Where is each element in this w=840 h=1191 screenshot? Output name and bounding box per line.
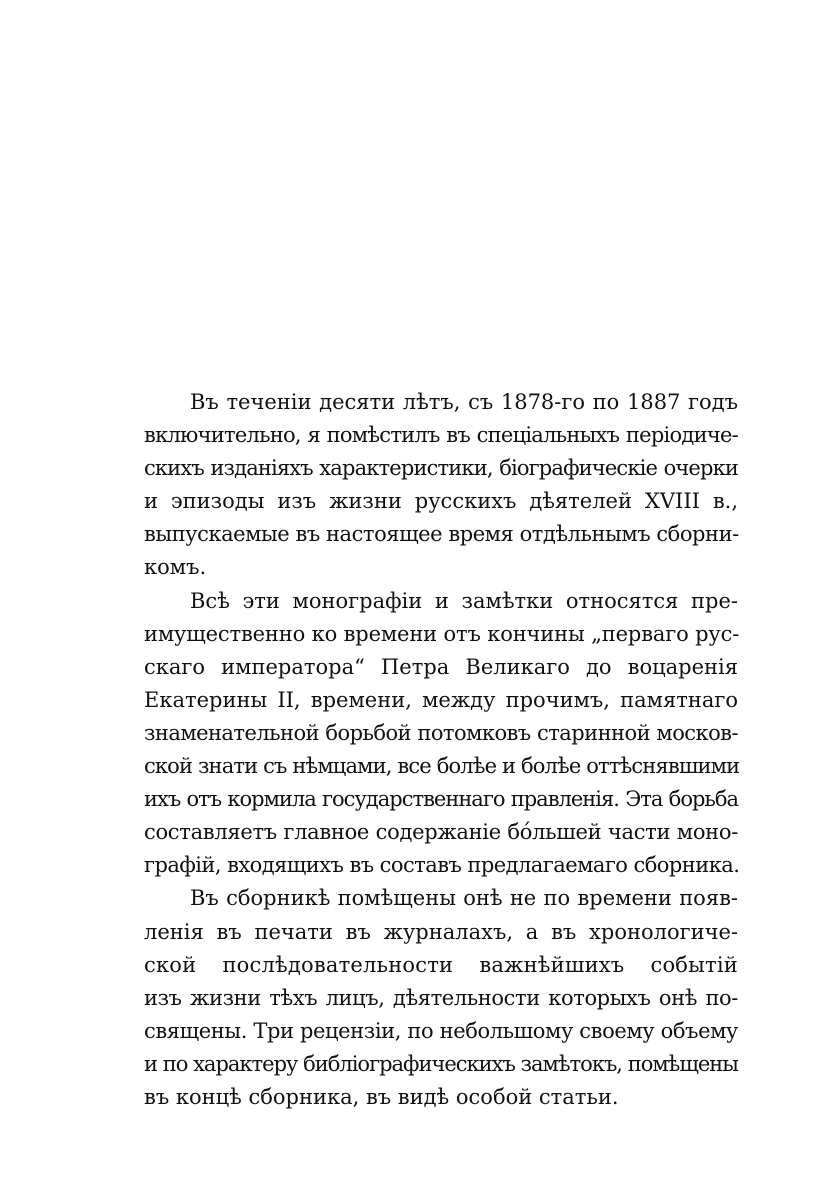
text-line: въ концѣ сборника, въ видѣ особой статьи. [144,1084,619,1109]
text-line: Екатерины II, времени, между прочимъ, памятнаго [144,687,738,712]
text-line: комъ. [144,555,207,580]
text-line: Въ сборникѣ помѣщены онѣ не по времени появ- [190,886,738,911]
paragraph-1 [144,386,738,585]
text-line: знаменательной борьбой потомковъ старинной москов- [144,720,738,745]
text-line: и эпизоды изъ жизни русскихъ дѣятелей XVIII в., [144,489,738,514]
text-line: имущественно ко времени отъ кончины „перваго рус- [144,621,740,646]
text-line: ской знати съ нѣмцами, все болѣе и болѣе оттѣснявшими [144,754,740,779]
text-line: священы. Три рецензіи, по небольшому своему объему [144,1018,738,1043]
text-line: выпускаемые въ настоящее время отдѣльнымъ сборни- [144,522,739,547]
text-line: ленія въ печати въ журналахъ, а въ хронологиче- [144,919,738,944]
paragraph-2 [144,585,738,883]
text-line: графій, входящихъ въ составъ предлагаемаго сборника. [144,853,740,878]
text-line: и по характеру библіографическихъ замѣтокъ, помѣщены [144,1051,738,1076]
text-line: составляетъ главное содержаніе бо́льшей части моно- [144,820,738,845]
text-line: изъ жизни тѣхъ лицъ, дѣятельности которыхъ онѣ по- [144,985,738,1010]
text-line: включительно, я помѣстилъ въ спеціальныхъ періодиче- [144,423,738,448]
text-line: скаго императора“ Петра Великаго до воцаренія [144,654,738,679]
paragraph-3 [144,882,738,1114]
text-line: Въ теченіи десяти лѣтъ, съ 1878-го по 1887 годъ [190,390,738,414]
text-line: ской послѣдовательности важнѣйшихъ событій [144,952,738,977]
text-line: Всѣ эти монографіи и замѣтки относятся пре- [190,588,738,613]
preface-text [144,386,738,1114]
text-line: скихъ изданіяхъ характеристики, біографическіе очерки [144,456,738,481]
text-line: ихъ отъ кормила государственнаго правленія. Эта борьба [144,787,738,812]
